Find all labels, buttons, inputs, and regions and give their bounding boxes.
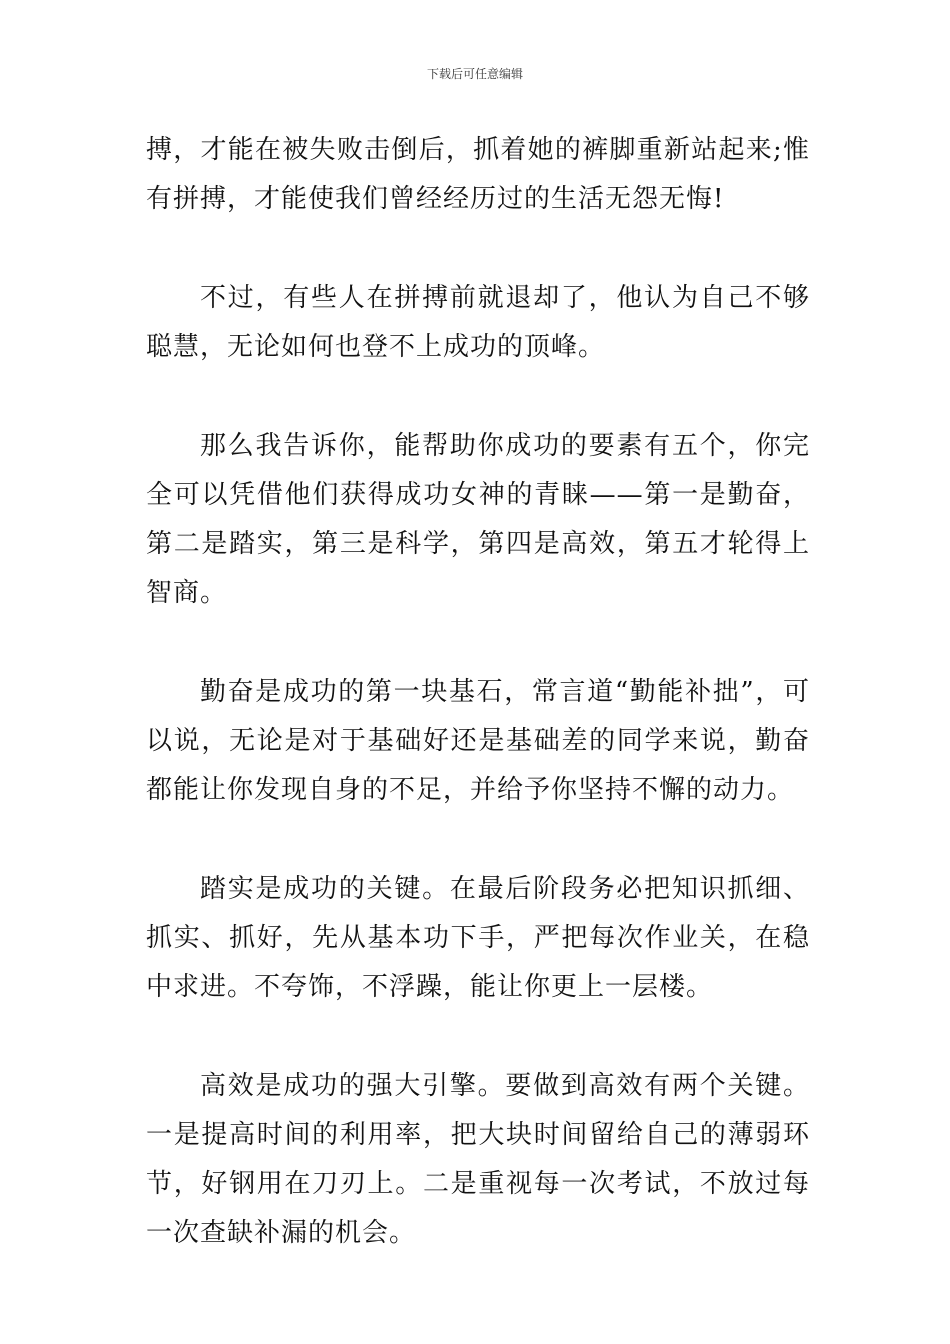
document-body	[146, 126, 810, 1258]
paragraph-5: 踏实是成功的关键。在最后阶段务必把知识抓细、抓实、抓好，先从基本功下手，严把每次作业关，在稳中求进。不夸饰，不浮躁，能让你更上一层楼。	[146, 874, 810, 1002]
paragraph-1: 搏，才能在被失败击倒后，抓着她的裤脚重新站起来;惟有拼搏，才能使我们曾经经历过的生活无怨无悔!	[146, 135, 810, 214]
paragraph-4: 勤奋是成功的第一块基石，常言道“勤能补拙”，可以说，无论是对于基础好还是基础差的同学来说，勤奋都能让你发现自身的不足，并给予你坚持不懈的动力。	[146, 677, 810, 805]
paragraph-6: 高效是成功的强大引擎。要做到高效有两个关键。一是提高时间的利用率，把大块时间留给自己的薄弱环节，好钢用在刀刃上。二是重视每一次考试，不放过每一次查缺补漏的机会。	[146, 1071, 810, 1248]
paragraph-2: 不过，有些人在拼搏前就退却了，他认为自己不够聪慧，无论如何也登不上成功的顶峰。	[146, 283, 810, 362]
paragraph-3: 那么我告诉你，能帮助你成功的要素有五个，你完全可以凭借他们获得成功女神的青睐——第一是勤奋，第二是踏实，第三是科学，第四是高效，第五才轮得上智商。	[146, 431, 810, 608]
page-header: 下载后可任意编辑	[426, 67, 523, 81]
